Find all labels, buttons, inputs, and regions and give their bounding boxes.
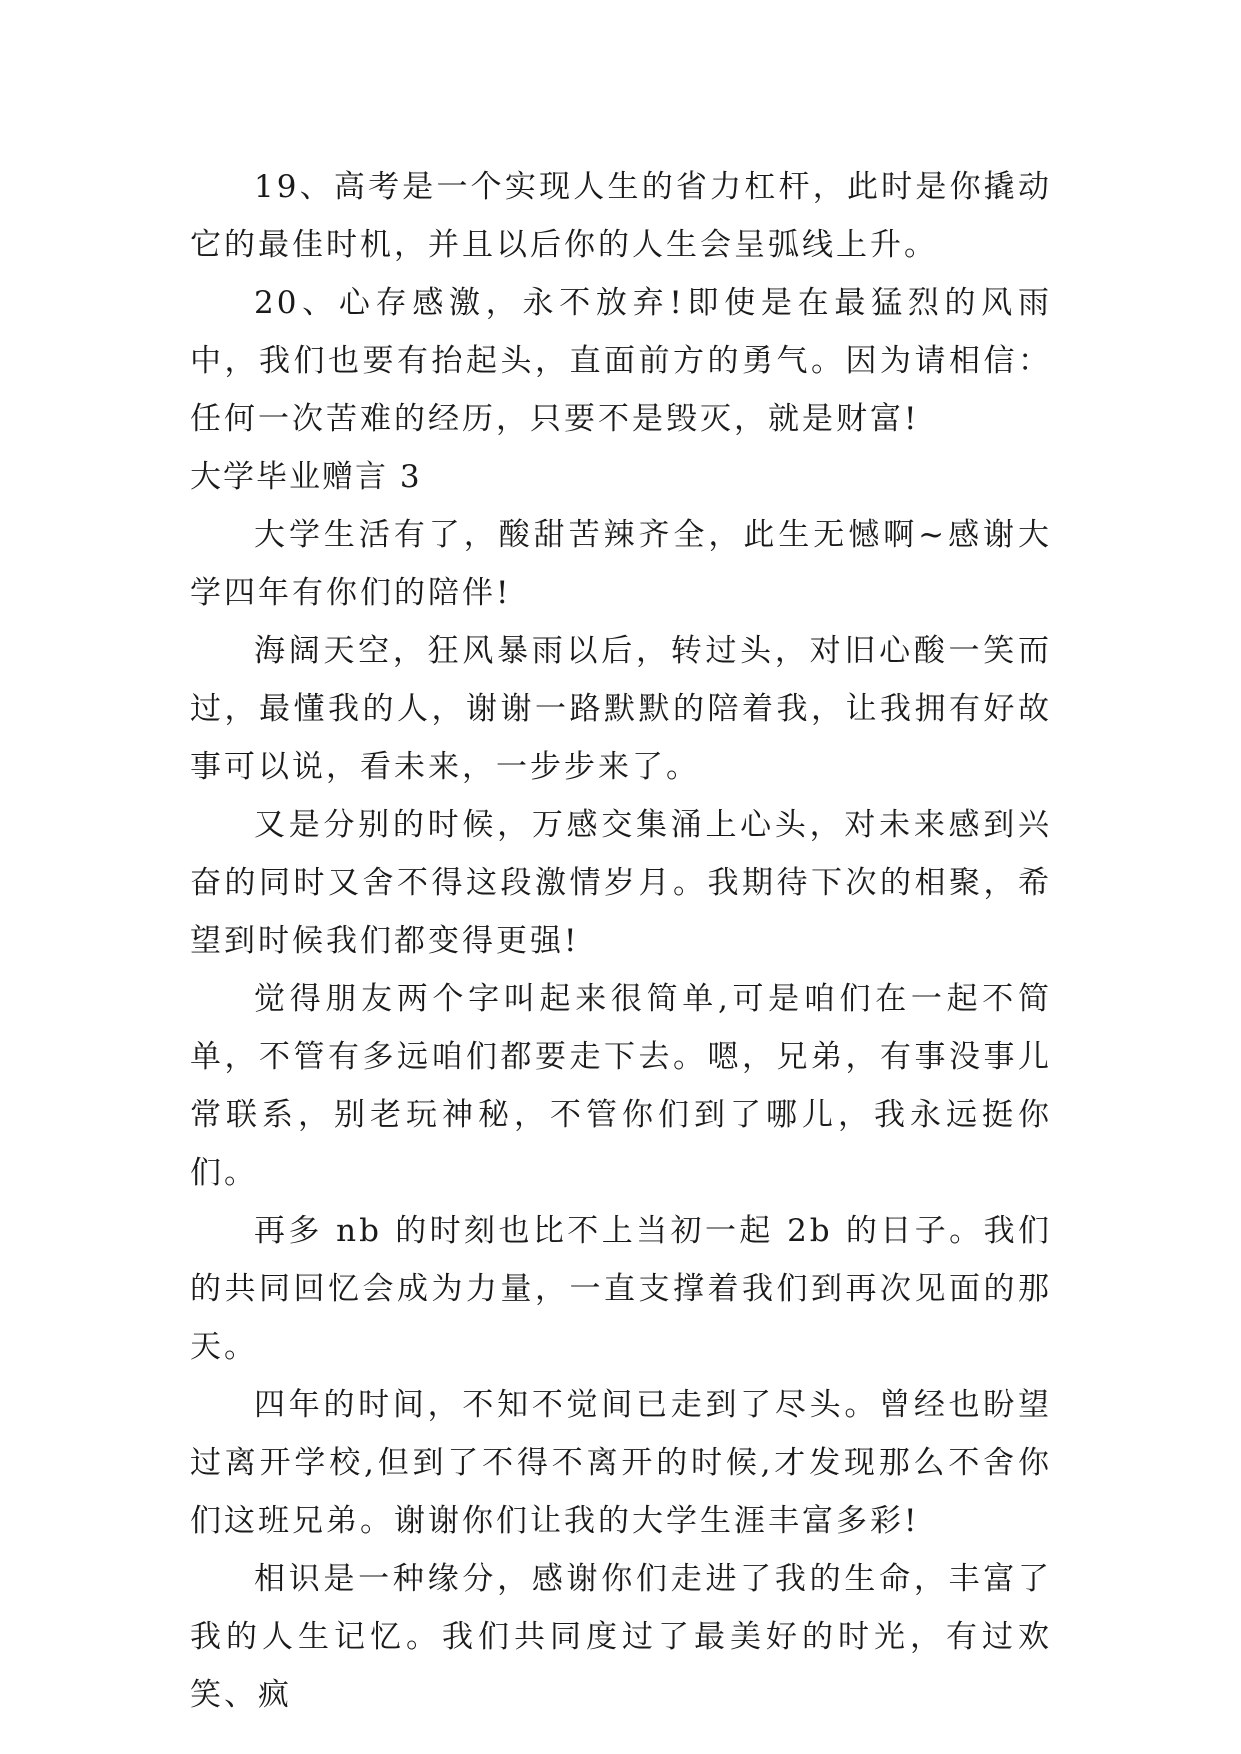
paragraph: 四年的时间，不知不觉间已走到了尽头。曾经也盼望过离开学校,但到了不得不离开的时候,才发现那么不舍你们这班兄弟。谢谢你们让我的大学生涯丰富多彩! <box>190 1387 1052 1539</box>
document-body <box>190 158 1052 1724</box>
paragraph-19: 19、高考是一个实现人生的省力杠杆，此时是你撬动它的最佳时机，并且以后你的人生会呈弧线上升。 <box>190 169 1052 263</box>
paragraph: 觉得朋友两个字叫起来很简单,可是咱们在一起不简单，不管有多远咱们都要走下去。嗯，兄弟，有事没事儿常联系，别老玩神秘，不管你们到了哪儿，我永远挺你们。 <box>190 981 1052 1191</box>
paragraph: 大学生活有了，酸甜苦辣齐全，此生无憾啊~感谢大学四年有你们的陪伴! <box>190 517 1052 611</box>
paragraph: 相识是一种缘分，感谢你们走进了我的生命，丰富了我的人生记忆。我们共同度过了最美好的时光，有过欢笑、疯 <box>190 1561 1052 1713</box>
paragraph-20: 20、心存感激，永不放弃!即使是在最猛烈的风雨中，我们也要有抬起头，直面前方的勇气。因为请相信：任何一次苦难的经历，只要不是毁灭，就是财富! <box>190 285 1052 437</box>
paragraph: 再多 nb 的时刻也比不上当初一起 2b 的日子。我们的共同回忆会成为力量，一直支撑着我们到再次见面的那天。 <box>190 1213 1052 1365</box>
paragraph: 海阔天空，狂风暴雨以后，转过头，对旧心酸一笑而过，最懂我的人，谢谢一路默默的陪着我，让我拥有好故事可以说，看未来，一步步来了。 <box>190 633 1052 785</box>
section-heading: 大学毕业赠言 3 <box>190 459 422 495</box>
paragraph: 又是分别的时候，万感交集涌上心头，对未来感到兴奋的同时又舍不得这段激情岁月。我期待下次的相聚，希望到时候我们都变得更强! <box>190 807 1052 959</box>
